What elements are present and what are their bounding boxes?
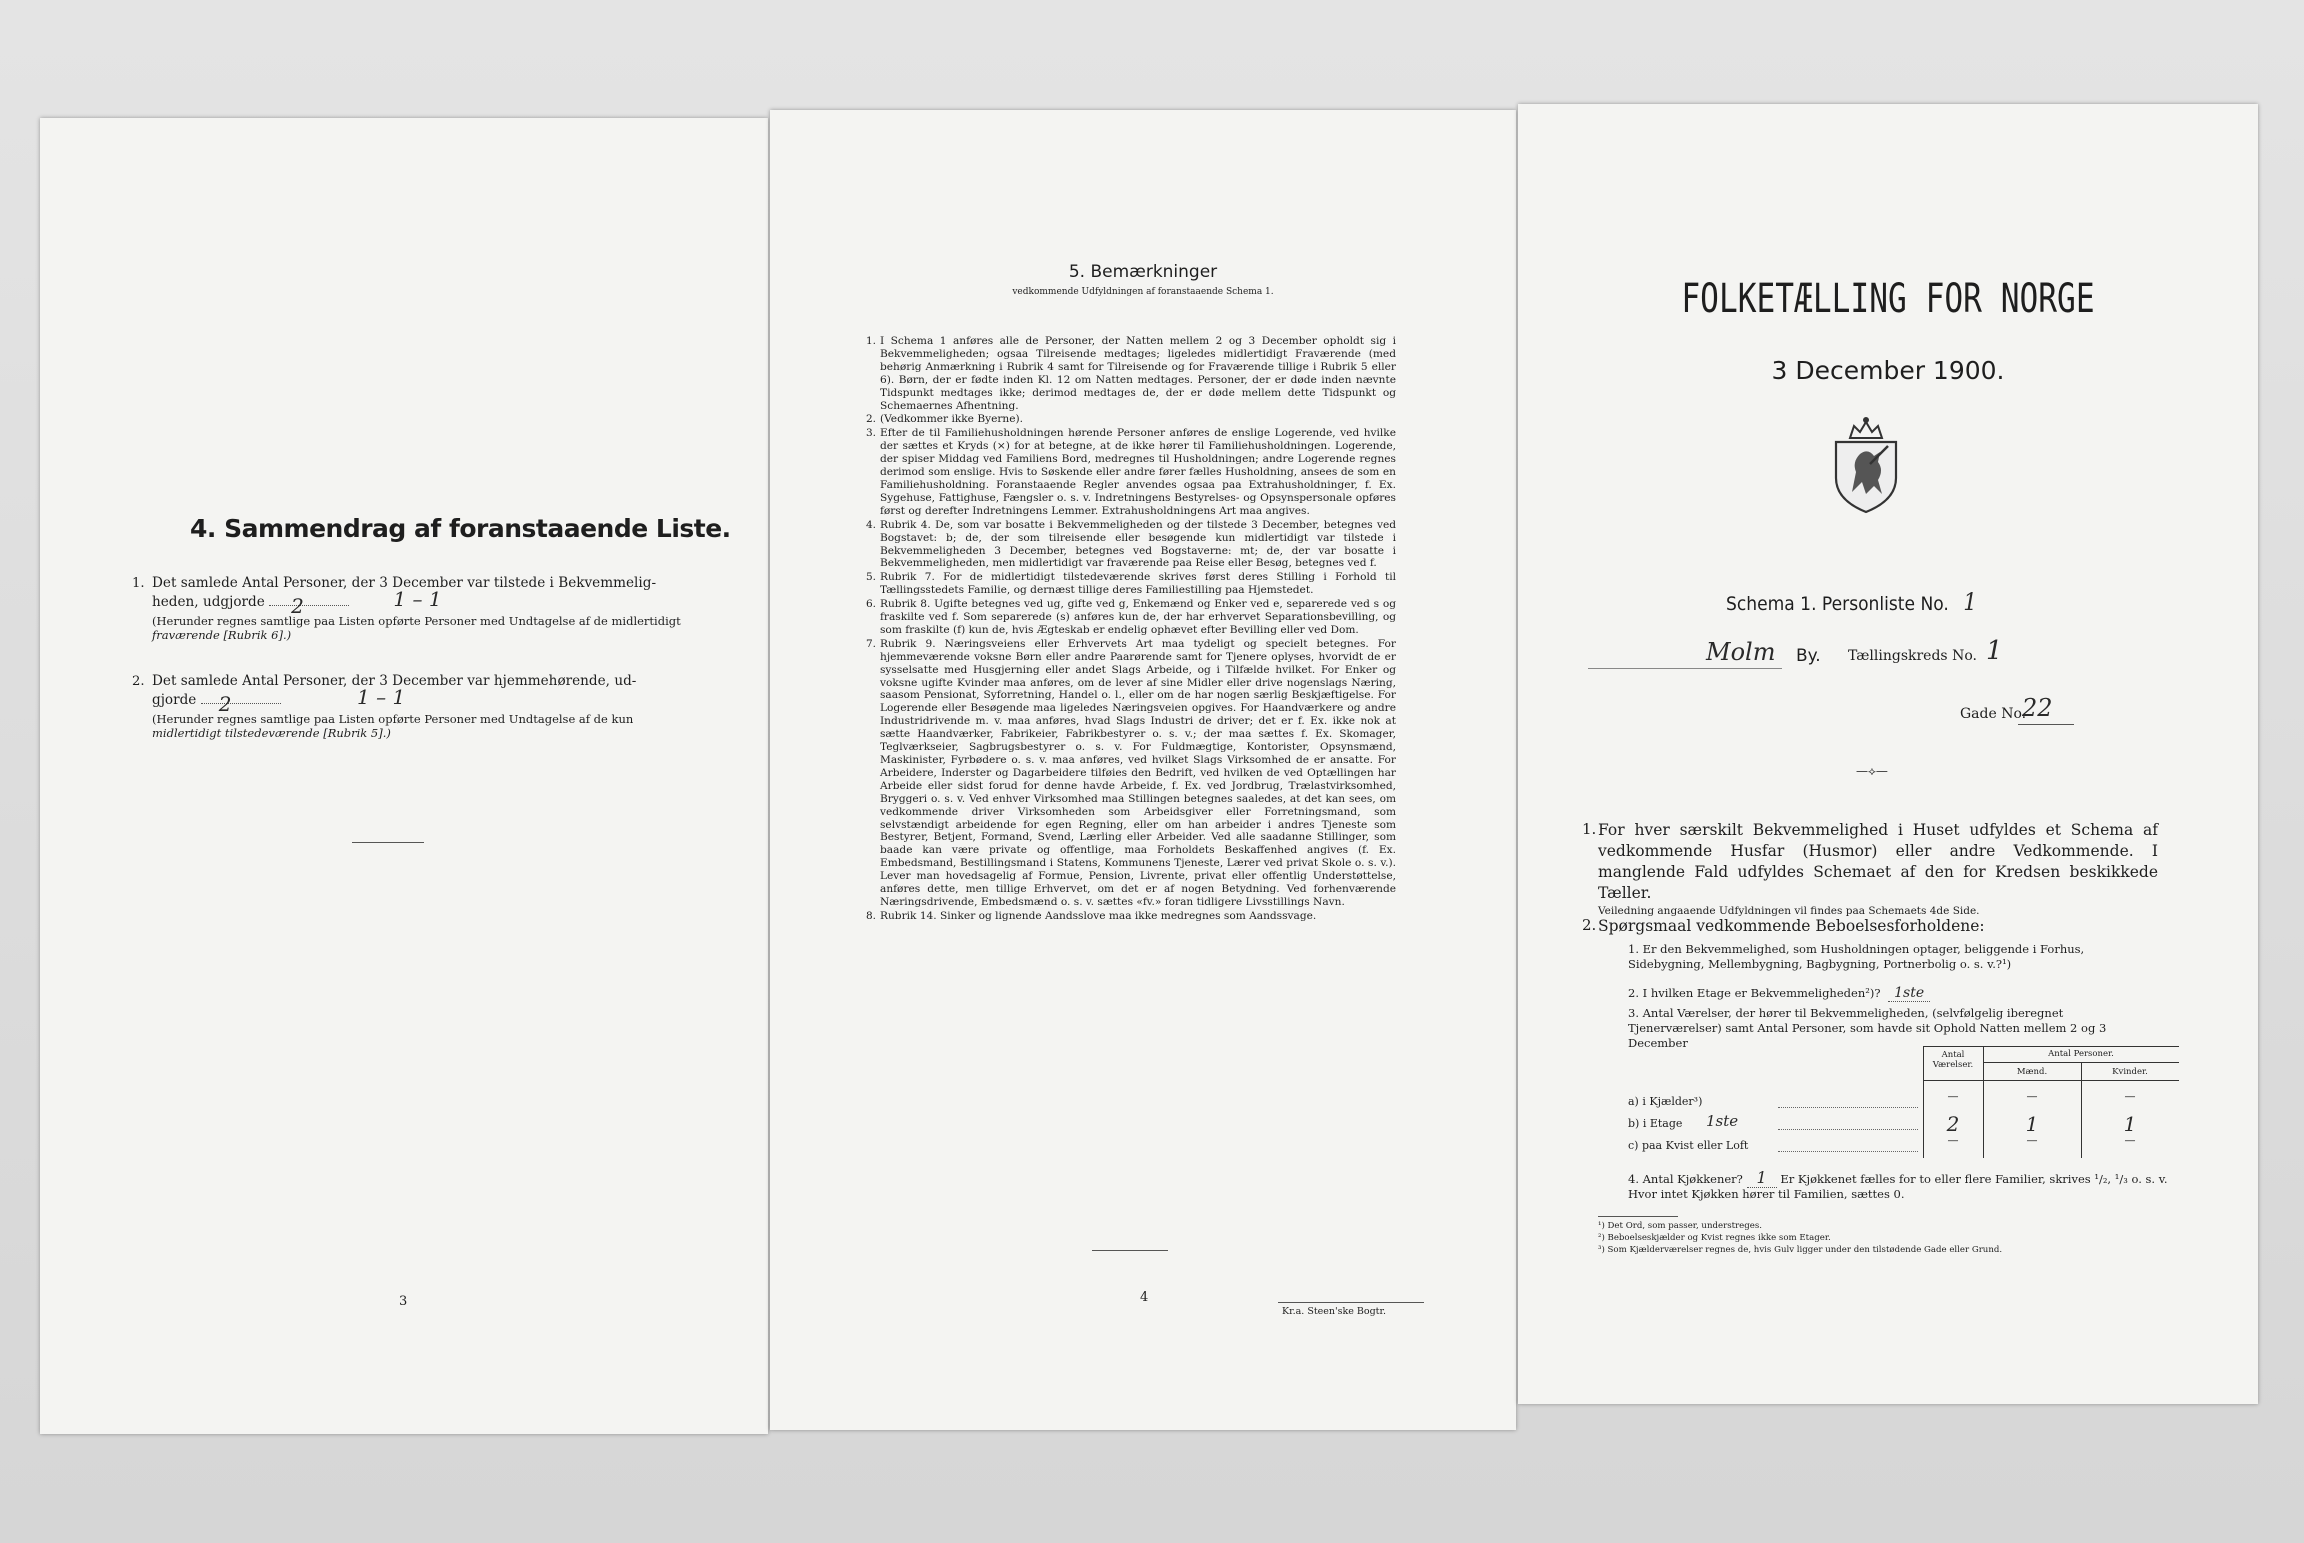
remark-item: [866, 519, 1396, 571]
col-women: Kvinder.: [2112, 1067, 2148, 1077]
footnote-rule: [1598, 1216, 1678, 1217]
rooms-table-row: [1628, 1092, 2179, 1114]
item-number: 1.: [1582, 820, 1597, 838]
remark-number: 1.: [866, 335, 877, 347]
instruction-1: [1582, 820, 2158, 918]
remark-number: 7.: [866, 637, 877, 650]
handwritten-marks: 1 – 1: [393, 586, 442, 611]
row-leader: [1778, 1129, 1918, 1130]
remark-item: [866, 571, 1396, 597]
remark-number: 6.: [866, 598, 877, 611]
remark-text: I Schema 1 anføres alle de Personer, der Natten mellem 2 og 3 December opholdt sig i Bekvemmeligheden; ogsaa Tilreisende medtages; ligeledes midlertidigt Fraværende (med behørig Anmærkning i Rubrik 4 samt for Tilreisende og for Fraværende tillige i Rubrik 5 eller 6). Børn, der er fødte inden Kl. 12 om Natten medtages. Personer, der er døde inden nævnte Tidspunkt medtages ikke; derimod medtages de, der er døde mellem dette Tidspunkt og Schemaernes Afhentning.: [880, 335, 1396, 412]
col-persons: Antal Personer.: [2048, 1049, 2114, 1059]
page-1-cover: [1518, 104, 2258, 1404]
remark-text: Rubrik 7. For de midlertidigt tilstedeværende skrives først deres Stilling i Forhold til Tællingsstedets Familie, og dernæst tillige deres Familiestilling paa Hjemstedet.: [880, 571, 1396, 597]
remark-number: 8.: [866, 909, 877, 922]
coat-of-arms-icon: [1828, 416, 1904, 514]
handwritten-place: Molm: [1706, 638, 1776, 666]
item-note: (Herunder regnes samtlige paa Listen opførte Personer med Undtagelse af de kun: [152, 712, 634, 727]
page-number: 4: [1140, 1290, 1149, 1305]
question-3: 3. Antal Værelser, der hører til Bekvemmeligheden, (selvfølgelig iberegnet Tjenerværelser) samt Antal Personer, som havde sit Ophold Natten mellem 2 og 3 December: [1628, 1006, 2107, 1050]
handwritten-personliste-number: 1: [1963, 588, 1978, 616]
place-line: [1588, 636, 2188, 672]
rooms-table-row: [1628, 1136, 2179, 1158]
kreds-label: Tællingskreds No.: [1848, 648, 1977, 664]
handwritten-marks: 1 – 1: [357, 684, 406, 709]
instruction-note: Veiledning angaaende Udfyldningen vil findes paa Schemaets 4de Side.: [1598, 905, 1980, 917]
remark-text: Rubrik 9. Næringsveiens eller Erhvervets Art maa tydeligt og specielt betegnes. For hjemmeværende voksne Børn eller andre Paarørende samt for Tjenere oplyses, hvorvidt de er sysselsatte med Husgjerning eller andet Slags Arbeide, og i Tilfælde hvilket. For Enker og voksne ugifte Kvinder maa anføres, om de lever af sine Midler eller drive nogenslags Næring, saasom Pensionat, Syforretning, Handel o. l., eller om de har nogen særlig Beskjæftigelse. For Logerende eller Besøgende maa ligeledes Næringsveien opgives. For Haandværkere og andre Industridrivende m. v. maa anføres, hvad Slags Industri de driver; det er f. Ex. ikke nok at sætte Haandværker, Fabrikeier, Fabrikbestyrer o. s. v.; der maa sættes f. Ex. Skomager, Teglværkseier, Sagbrugsbestyrer o. s. v. For Fuldmægtige, Kontorister, Opsynsmænd, Maskinister, Fyrbødere o. s. v. maa anføres, ved hvilket Slags Virksomhed de er ansatte. For Arbeidere, Inderster og Dagarbeidere tilføies den Bedrift, ved hvilken de ved Optællingen har Arbeide eller sidst forud for denne havde Arbeide, f. Ex. ved Jordbrug, Trælastvirksomhed, Bryggeri o. s. v. Ved enhver Virksomhed maa Stillingen betegnes saaledes, at det kan sees, om vedkommende driver Virksomheden som Arbeidsgiver eller Forretningsmand, som selvstændigt arbeidende for egen Regning, eller om han arbeider i andres Tjeneste som Bestyrer, Betjent, Formand, Svend, Lærling eller Arbeider. Ved alle saadanne Stillinger, som baade kan være private og offentlige, maa Forholdets Beskaffenhed angives (f. Ex. Embedsmand, Bestillingsmand i Statens, Kommunens Tjeneste, Lærer ved privat Skole o. s. v.). Lever man hovedsagelig af Formue, Pension, Livrente, privat eller offentlig Understøttelse, anføres dette, men tillige Erhvervet, om det er af nogen Betydning. Ved forhenværende Næringsdrivende, Embedsmænd o. s. v. sættes «fv.» foran tidligere Livsstillings Navn.: [880, 637, 1396, 908]
remark-text: Rubrik 14. Sinker og lignende Aandsslove maa ikke medregnes som Aandssvage.: [880, 909, 1317, 922]
footnotes: [1598, 1220, 2178, 1256]
remark-item: [866, 910, 1396, 923]
question-1: 1. Er den Bekvemmelighed, som Husholdningen optager, beliggende i Forhus, Sidebygning, Mellembygning, Bagbygning, Portnerbolig o. s. v.?¹): [1628, 942, 2085, 971]
page-3-summary: [40, 118, 768, 1434]
item-note: (Herunder regnes samtlige paa Listen opførte Personer med Undtagelse af de midlertidigt: [152, 614, 681, 629]
remark-number: 4.: [866, 518, 877, 531]
handwritten-kreds-number: 1: [1986, 636, 2003, 666]
remarks-subheading: vedkommende Udfyldningen af foranstaaende Schema 1.: [1012, 287, 1274, 297]
ornament-icon: —⟡—: [1856, 764, 1888, 778]
item-text: Det samlede Antal Personer, der 3 December var tilstede i Bekvemmelig-: [152, 575, 657, 591]
footnote: ¹) Det Ord, som passer, understreges.: [1598, 1221, 1762, 1231]
printer-imprint: Kr.a. Steen'ske Bogtr.: [1282, 1306, 1387, 1317]
item-number: 2.: [1582, 916, 1597, 934]
summary-item-1: [132, 576, 707, 642]
remark-number: 5.: [866, 571, 877, 584]
cell-men: 1: [2025, 1112, 2039, 1136]
cell-men: —: [2026, 1090, 2038, 1103]
cell-women: 1: [2123, 1112, 2137, 1136]
census-date: 3 December 1900.: [1771, 356, 2005, 385]
remark-item: [866, 335, 1396, 412]
remark-text: Rubrik 4. De, som var bosatte i Bekvemmeligheden og der tilstede 3 December, betegnes ved Bogstavet: b; de, der som tilreisende eller besøgende kun midlertidigt var tilstede i Bekvemmeligheden 3 December, betegnes ved Bogstaverne: mt; de, der var bosatte i Bekvemmeligheden, men midlertidigt var fraværende paa Reise eller Besøg, betegnes ved f.: [880, 518, 1396, 570]
remarks-list: [866, 335, 1396, 924]
remark-number: 3.: [866, 427, 877, 440]
cell-women: —: [2124, 1134, 2136, 1147]
handwritten-gade-number: 22: [2022, 694, 2053, 722]
item-note-cont: midlertidigt tilstedeværende [Rubrik 5].): [152, 726, 391, 741]
by-label: By.: [1796, 646, 1821, 666]
rooms-table-row: [1628, 1114, 2179, 1136]
summary-item-2: [132, 674, 707, 740]
question-2-label: 2. I hvilken Etage er Bekvemmeligheden²)?: [1628, 986, 1881, 1000]
instruction-text: Spørgsmaal vedkommende Beboelsesforholdene:: [1598, 917, 1985, 935]
schema-line: [1726, 588, 1977, 616]
question-2: [1628, 986, 2158, 1000]
question-4: [1628, 1170, 2188, 1202]
remarks-heading: 5. Bemærkninger: [1068, 262, 1218, 282]
footnote: ³) Som Kjælderværelser regnes de, hvis Gulv ligger under den tilstødende Gade eller Grund.: [1598, 1245, 2003, 1255]
remark-item: [866, 413, 1396, 426]
remark-item: [866, 638, 1396, 909]
row-label: b) i Etage: [1628, 1117, 1683, 1130]
instruction-2: [1582, 916, 2158, 936]
row-label: c) paa Kvist eller Loft: [1628, 1139, 1749, 1152]
col-men: Mænd.: [2016, 1067, 2048, 1077]
remark-item: [866, 598, 1396, 637]
remark-text: Efter de til Familiehusholdningen hørende Personer anføres de enslige Logerende, ved hvilke der sættes et Kryds (×) for at betegne, at de ikke hører til Familiehusholdningen. Logerende, der spiser Middag ved Familiens Bord, medregnes til Husholdningen; andre Logerende regnes derimod som enslige. Hvis to Søskende eller andre fører fælles Husholdning, ansees de som en Familiehusholdning. Foranstaaende Regler anvendes ogsaa paa Extrahusholdninger, f. Ex. Sygehuse, Fattighuse, Fængsler o. s. v. Indretningens Bestyrelses- og Opsynspersonale opføres først og derefter Indretningens Lemmer. Extrahusholdningens Art maa angives.: [880, 427, 1396, 517]
row-leader: [1778, 1107, 1918, 1108]
remark-text: Rubrik 8. Ugifte betegnes ved ug, gifte ved g, Enkemænd og Enker ved e, separerede ved s og fraskilte ved f. Som separerede (s) anføres kun de, der har erhvervet Separationsbevilling, og som fraskilte (f) kun de, hvis Ægteskab er endelig ophævet efter Bevilling eller ved Dom.: [880, 598, 1396, 636]
remark-number: 2.: [866, 413, 877, 426]
handwritten-etage: 1ste: [1888, 985, 1930, 1002]
handwritten-value: 2: [218, 691, 232, 716]
footnote: ²) Beboelseskjælder og Kvist regnes ikke som Etager.: [1598, 1233, 1831, 1243]
row-label: a) i Kjælder³): [1628, 1095, 1703, 1108]
schema-label: Schema 1. Personliste No.: [1726, 593, 1949, 615]
handwritten-kitchens: 1: [1747, 1168, 1777, 1188]
gade-line: [1960, 694, 2160, 726]
cell-women: —: [2124, 1090, 2136, 1103]
item-number: 1.: [132, 576, 145, 591]
item-note-cont: fraværende [Rubrik 6].): [152, 628, 292, 643]
page-number: 3: [399, 1294, 408, 1309]
page-4-remarks: [770, 110, 1516, 1430]
cell-rooms: 2: [1946, 1112, 1960, 1136]
item-number: 2.: [132, 674, 145, 689]
item-text-cont: gjorde: [152, 691, 197, 708]
cell-rooms: —: [1947, 1090, 1959, 1103]
remark-text: (Vedkommer ikke Byerne).: [880, 413, 1024, 426]
question-4-label: 4. Antal Kjøkkener?: [1628, 1172, 1743, 1186]
divider: [352, 842, 424, 843]
printer-rule: [1278, 1302, 1424, 1303]
cell-rooms: —: [1947, 1134, 1959, 1147]
summary-heading: 4. Sammendrag af foranstaaende Liste.: [190, 514, 731, 543]
place-underline: [1588, 668, 1782, 669]
item-text: Det samlede Antal Personer, der 3 December var hjemmehørende, ud-: [152, 673, 637, 689]
col-rooms: Antal Værelser.: [1932, 1050, 1974, 1070]
handwritten-row-etage: 1ste: [1706, 1112, 1739, 1130]
remark-item: [866, 427, 1396, 517]
row-leader: [1778, 1151, 1918, 1152]
divider: [1092, 1250, 1168, 1251]
question-4-text: Er Kjøkkenet fælles for to eller flere Familier, skrives ¹/₂, ¹/₃ o. s. v. Hvor intet Kjøkken hører til Familien, sættes 0.: [1628, 1172, 2168, 1201]
instruction-text: For hver særskilt Bekvemmelighed i Huset udfyldes et Schema af vedkommende Husfar (Husmor) eller andre Vedkommende. I manglende Fald udfyldes Schemaet af den for Kredsen beskikkede Tæller.: [1598, 821, 2158, 902]
item-text-cont: heden, udgjorde: [152, 593, 265, 610]
cell-men: —: [2026, 1134, 2038, 1147]
form-title: FOLKETÆLLING FOR NORGE: [1681, 276, 2095, 322]
gade-label: Gade No.: [1960, 706, 2027, 722]
handwritten-value: 2: [291, 593, 304, 618]
gade-underline: [2018, 724, 2074, 725]
